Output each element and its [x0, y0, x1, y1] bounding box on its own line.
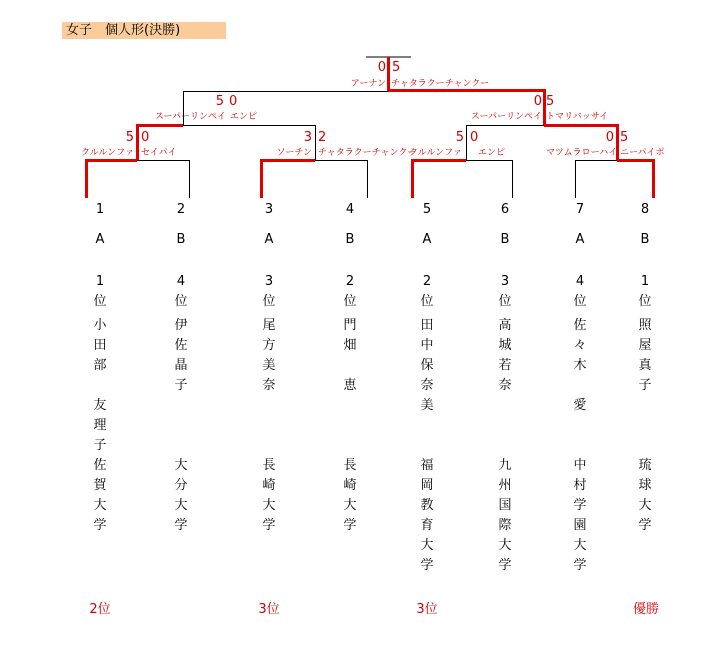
competitor-block: A: [575, 232, 585, 247]
qf2-right-score: 2: [318, 130, 327, 145]
competitor-column: [412, 200, 442, 573]
qf4-left-score: 0: [605, 130, 614, 145]
competitor-rank: 3 位: [498, 274, 512, 309]
competitor-block: A: [264, 232, 274, 247]
competitor-rank: 2 位: [343, 274, 357, 309]
competitor-number: 5: [422, 202, 432, 217]
final-left-score: 0: [377, 60, 386, 75]
competitor-number: 6: [500, 202, 510, 217]
qf3-right-kata: エンピ: [478, 148, 506, 158]
competitor-name: 田 中 保 奈 美: [420, 318, 434, 413]
final-right-kata: チャタラクーチャンクー: [391, 79, 490, 89]
semi1-right-kata: エンピ: [230, 112, 258, 122]
competitor-name: 尾 方 美 奈: [262, 318, 276, 393]
competitor-school: 中 村 学 園 大 学: [573, 458, 587, 573]
competitor-rank: 4 位: [573, 274, 587, 309]
competitor-name: 伊 佐 晶 子: [174, 318, 188, 393]
competitor-rank: 4 位: [174, 274, 188, 309]
qf1-right-score: 0: [141, 130, 150, 145]
competitor-rank: 1 位: [93, 274, 107, 309]
competitor-column: [565, 200, 595, 573]
competitor-school: 九 州 国 際 大 学: [498, 458, 512, 573]
competitor-name: 門 畑 恵: [343, 318, 357, 393]
competitor-column: [254, 200, 284, 533]
final-left-kata: アーナン: [350, 79, 386, 89]
competitor-number: 8: [640, 202, 650, 217]
competitor-block: A: [95, 232, 105, 247]
competitor-block: B: [500, 232, 510, 247]
competitor-number: 7: [575, 202, 585, 217]
competitor-block: B: [345, 232, 355, 247]
qf2-left-score: 3: [303, 130, 312, 145]
competitor-name: 高 城 若 奈: [498, 318, 512, 393]
competitor-block: B: [640, 232, 650, 247]
qf1-right-kata: セイパイ: [141, 148, 177, 158]
qf1-left-score: 5: [125, 130, 134, 145]
competitor-rank: 2 位: [420, 274, 434, 309]
competitor-name: 照 屋 真 子: [638, 318, 652, 393]
qf1-left-kata: クルルンファ: [80, 148, 134, 158]
qf3-left-score: 5: [455, 130, 464, 145]
semi2-right-score: 5: [546, 94, 555, 109]
qf3-right-score: 0: [470, 130, 479, 145]
semi2-right-kata: トマリバッサイ: [546, 112, 609, 122]
competitor-name: 佐 々 木 愛: [573, 318, 587, 413]
competitor-column: [335, 200, 365, 533]
page-title: 女子 個人形(決勝): [62, 22, 226, 39]
semi1-right-score: 0: [229, 94, 238, 109]
qf3-left-kata: クルルンファ: [408, 148, 462, 158]
competitor-column: [490, 200, 520, 573]
result-label: 3位: [416, 602, 438, 617]
competitor-block: B: [176, 232, 186, 247]
competitor-school: 琉 球 大 学: [638, 458, 652, 533]
semi1-left-score: 5: [215, 94, 224, 109]
semi2-left-kata: スーパーリンペイ: [470, 112, 542, 122]
qf2-right-kata: チャタラクーチャンクー: [318, 148, 417, 158]
competitor-column: [630, 200, 660, 533]
result-label: 3位: [258, 602, 280, 617]
competitor-school: 大 分 大 学: [174, 458, 188, 533]
qf2-left-kata: ソーチン: [276, 148, 312, 158]
competitor-school: 福 岡 教 育 大 学: [420, 458, 434, 573]
semi2-left-score: 0: [533, 94, 542, 109]
competitor-name: 小 田 部 友 理 子: [93, 318, 107, 453]
competitor-number: 2: [176, 202, 186, 217]
competitor-number: 1: [95, 202, 105, 217]
final-right-score: 5: [392, 60, 401, 75]
competitor-school: 長 崎 大 学: [262, 458, 276, 533]
competitor-rank: 3 位: [262, 274, 276, 309]
result-label: 優勝: [632, 602, 659, 617]
qf4-right-score: 5: [620, 130, 629, 145]
competitor-number: 4: [345, 202, 355, 217]
qf4-left-kata: マツムラローハイ: [546, 148, 618, 158]
competitor-rank: 1 位: [638, 274, 652, 309]
semi1-left-kata: スーパーリンペイ: [154, 112, 226, 122]
competitor-block: A: [422, 232, 432, 247]
result-label: 2位: [89, 602, 111, 617]
competitor-school: 長 崎 大 学: [343, 458, 357, 533]
competitor-number: 3: [264, 202, 274, 217]
competitor-column: [166, 200, 196, 533]
qf4-right-kata: ニーパイポ: [620, 148, 665, 158]
competitor-school: 佐 賀 大 学: [93, 458, 107, 533]
competitor-column: [85, 200, 115, 533]
